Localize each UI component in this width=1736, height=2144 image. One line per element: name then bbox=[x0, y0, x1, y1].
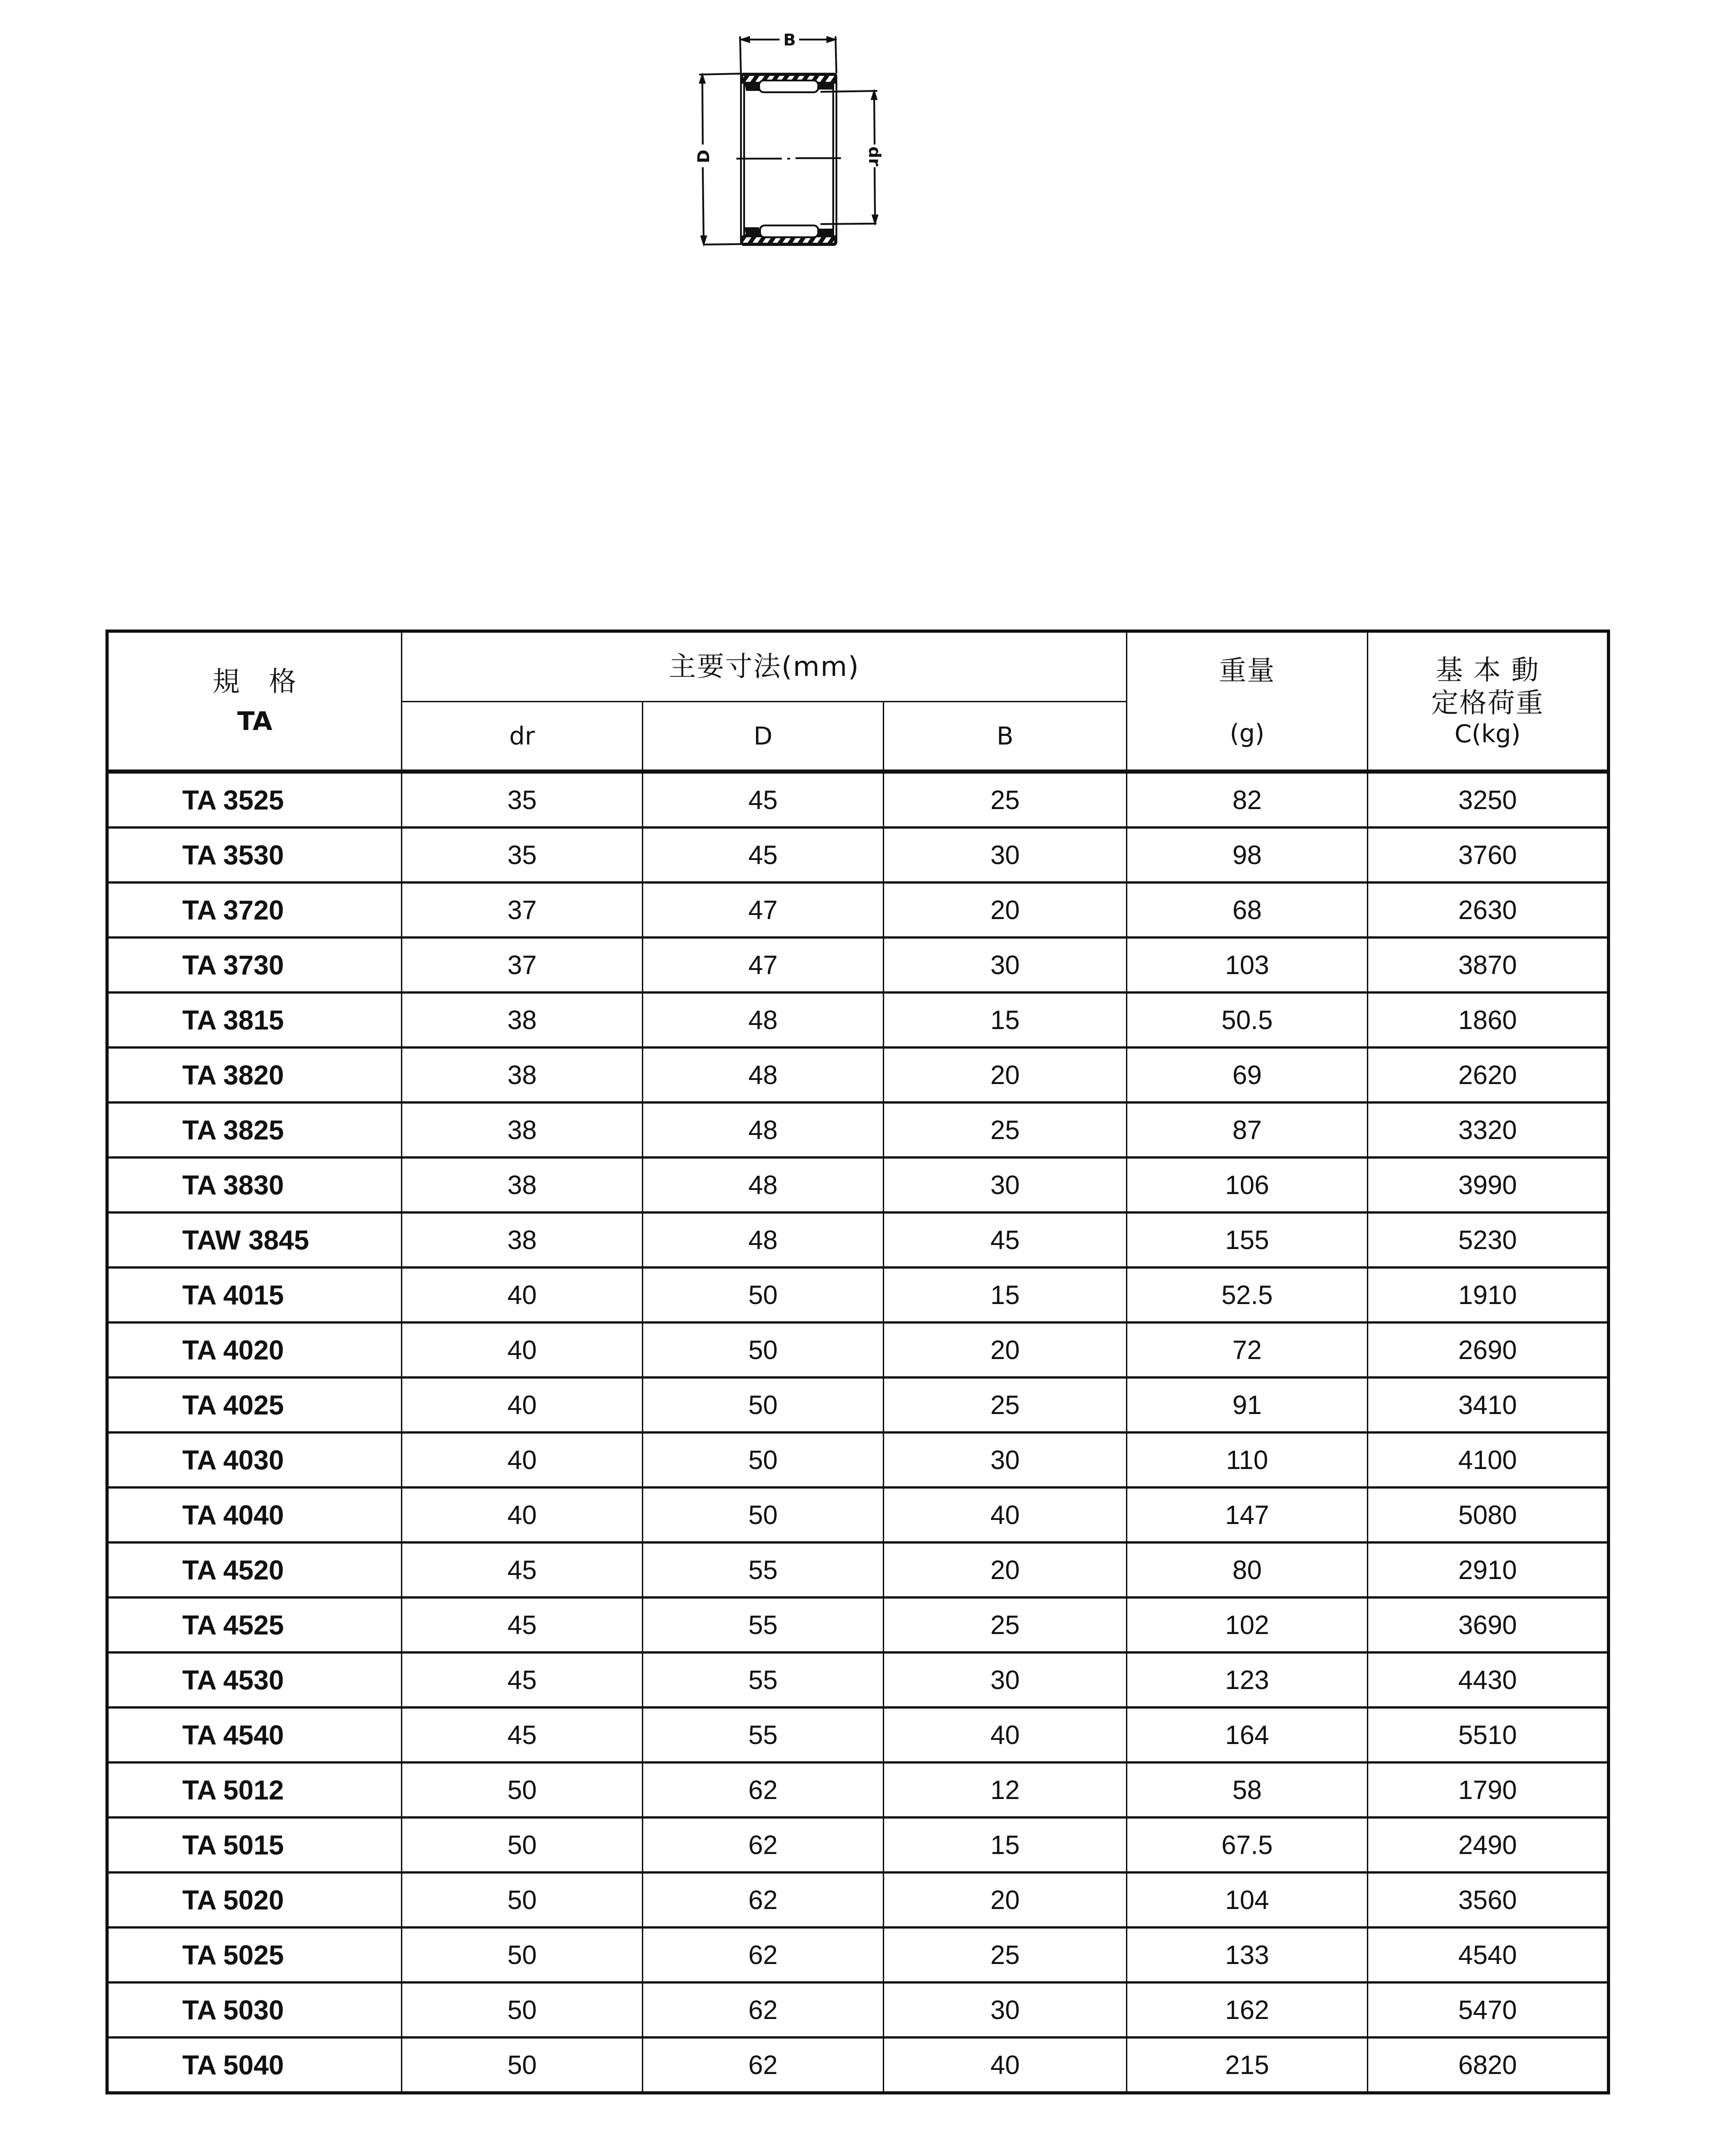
table-row bbox=[107, 1323, 1609, 1378]
cell-model: TA 4020 bbox=[107, 1323, 402, 1378]
cell-dr: 37 bbox=[402, 883, 643, 938]
cell-weight: 50.5 bbox=[1127, 993, 1368, 1048]
cell-load: 4100 bbox=[1368, 1433, 1609, 1488]
table-row bbox=[107, 1158, 1609, 1213]
cell-dr: 37 bbox=[402, 938, 643, 993]
cell-load: 5510 bbox=[1368, 1708, 1609, 1763]
header-dimensions-label: 主要寸法(mm) bbox=[669, 651, 860, 683]
header-model-label: 規 格 bbox=[212, 665, 297, 698]
header-weight bbox=[1127, 631, 1368, 772]
cell-weight: 123 bbox=[1127, 1653, 1368, 1708]
cage-bottom-left bbox=[745, 228, 758, 235]
cell-weight: 162 bbox=[1127, 1983, 1368, 2038]
cell-weight: 52.5 bbox=[1127, 1268, 1368, 1323]
cell-load: 3410 bbox=[1368, 1378, 1609, 1433]
cell-B: 30 bbox=[884, 1983, 1127, 2038]
cell-load: 3320 bbox=[1368, 1103, 1609, 1158]
cell-dr: 45 bbox=[402, 1653, 643, 1708]
cage-top-left bbox=[745, 83, 758, 90]
cell-dr: 45 bbox=[402, 1543, 643, 1598]
cell-model: TA 3820 bbox=[107, 1048, 402, 1103]
header-load-unit: C(kg) bbox=[1454, 720, 1521, 748]
cell-D: 62 bbox=[643, 2038, 884, 2093]
cell-D: 48 bbox=[643, 1158, 884, 1213]
cell-B: 20 bbox=[884, 1543, 1127, 1598]
cell-weight: 68 bbox=[1127, 883, 1368, 938]
header-weight-label: 重量 bbox=[1219, 655, 1276, 687]
cell-dr: 45 bbox=[402, 1598, 643, 1653]
cell-model: TAW 3845 bbox=[107, 1213, 402, 1268]
table-row bbox=[107, 993, 1609, 1048]
bearing-diagram bbox=[682, 23, 1046, 432]
cell-B: 30 bbox=[884, 828, 1127, 883]
cell-B: 40 bbox=[884, 2038, 1127, 2093]
header-load-label-1: 基 本 動 bbox=[1436, 655, 1540, 686]
cell-D: 55 bbox=[643, 1653, 884, 1708]
cell-model: TA 5030 bbox=[107, 1983, 402, 2038]
cell-model: TA 4525 bbox=[107, 1598, 402, 1653]
header-dimensions bbox=[402, 631, 1127, 702]
cell-load: 2910 bbox=[1368, 1543, 1609, 1598]
cell-dr: 40 bbox=[402, 1378, 643, 1433]
header-model-series: TA bbox=[237, 706, 273, 736]
cell-dr: 45 bbox=[402, 1708, 643, 1763]
cell-load: 3990 bbox=[1368, 1158, 1609, 1213]
cell-B: 25 bbox=[884, 1598, 1127, 1653]
b-extension-right bbox=[835, 36, 836, 74]
cell-dr: 35 bbox=[402, 772, 643, 828]
dr-extension-top bbox=[820, 91, 877, 92]
cell-weight: 67.5 bbox=[1127, 1818, 1368, 1873]
cell-model: TA 3525 bbox=[107, 772, 402, 828]
dr-arrow-bottom bbox=[873, 215, 877, 223]
cell-model: TA 4540 bbox=[107, 1708, 402, 1763]
cell-D: 45 bbox=[643, 828, 884, 883]
cell-B: 45 bbox=[884, 1213, 1127, 1268]
header-dr bbox=[402, 702, 643, 772]
table-row bbox=[107, 1928, 1609, 1983]
header-model bbox=[107, 631, 402, 772]
b-arrow-left bbox=[742, 37, 749, 42]
cell-D: 62 bbox=[643, 1818, 884, 1873]
cell-B: 12 bbox=[884, 1763, 1127, 1818]
cell-weight: 80 bbox=[1127, 1543, 1368, 1598]
table-body bbox=[107, 772, 1609, 2093]
cell-load: 5230 bbox=[1368, 1213, 1609, 1268]
cell-weight: 103 bbox=[1127, 938, 1368, 993]
cell-B: 40 bbox=[884, 1488, 1127, 1543]
cell-model: TA 5015 bbox=[107, 1818, 402, 1873]
d-dimension-line-top bbox=[702, 75, 703, 145]
cell-D: 62 bbox=[643, 1763, 884, 1818]
dr-arrow-top bbox=[872, 92, 876, 99]
table-row bbox=[107, 1213, 1609, 1268]
cell-model: TA 3830 bbox=[107, 1158, 402, 1213]
table-row bbox=[107, 883, 1609, 938]
cell-load: 1860 bbox=[1368, 993, 1609, 1048]
cell-dr: 40 bbox=[402, 1323, 643, 1378]
cell-D: 50 bbox=[643, 1378, 884, 1433]
cell-model: TA 4040 bbox=[107, 1488, 402, 1543]
table-row bbox=[107, 1653, 1609, 1708]
cell-model: TA 5020 bbox=[107, 1873, 402, 1928]
table-row bbox=[107, 1598, 1609, 1653]
cell-model: TA 3730 bbox=[107, 938, 402, 993]
cell-weight: 58 bbox=[1127, 1763, 1368, 1818]
cell-B: 15 bbox=[884, 993, 1127, 1048]
cell-model: TA 5040 bbox=[107, 2038, 402, 2093]
cell-B: 25 bbox=[884, 1103, 1127, 1158]
b-extension-left bbox=[740, 36, 741, 75]
cell-B: 20 bbox=[884, 1323, 1127, 1378]
d-extension-bottom bbox=[704, 244, 741, 245]
cell-weight: 98 bbox=[1127, 828, 1368, 883]
cell-weight: 110 bbox=[1127, 1433, 1368, 1488]
cell-weight: 82 bbox=[1127, 772, 1368, 828]
table-row bbox=[107, 1433, 1609, 1488]
cell-weight: 87 bbox=[1127, 1103, 1368, 1158]
cell-weight: 69 bbox=[1127, 1048, 1368, 1103]
cell-load: 3560 bbox=[1368, 1873, 1609, 1928]
cell-dr: 35 bbox=[402, 828, 643, 883]
header-weight-unit: (g) bbox=[1230, 719, 1265, 748]
cell-D: 55 bbox=[643, 1708, 884, 1763]
table-row bbox=[107, 1983, 1609, 2038]
cell-model: TA 3825 bbox=[107, 1103, 402, 1158]
cell-load: 2490 bbox=[1368, 1818, 1609, 1873]
cell-dr: 50 bbox=[402, 2038, 643, 2093]
table-row bbox=[107, 1818, 1609, 1873]
header-D bbox=[643, 702, 884, 772]
cage-bottom-right bbox=[819, 230, 832, 235]
cell-dr: 50 bbox=[402, 1818, 643, 1873]
cell-model: TA 3720 bbox=[107, 883, 402, 938]
header-load-label-2: 定格荷重 bbox=[1431, 687, 1544, 719]
cell-D: 47 bbox=[643, 938, 884, 993]
table-row bbox=[107, 1708, 1609, 1763]
cell-load: 3870 bbox=[1368, 938, 1609, 993]
cell-model: TA 4030 bbox=[107, 1433, 402, 1488]
cell-dr: 40 bbox=[402, 1268, 643, 1323]
cell-weight: 91 bbox=[1127, 1378, 1368, 1433]
cell-load: 3760 bbox=[1368, 828, 1609, 883]
cell-load: 1790 bbox=[1368, 1763, 1609, 1818]
cell-D: 55 bbox=[643, 1598, 884, 1653]
needle-roller-top bbox=[759, 80, 818, 92]
cell-load: 1910 bbox=[1368, 1268, 1609, 1323]
cell-dr: 38 bbox=[402, 1213, 643, 1268]
cell-D: 50 bbox=[643, 1268, 884, 1323]
cell-B: 20 bbox=[884, 883, 1127, 938]
cell-load: 5080 bbox=[1368, 1488, 1609, 1543]
cell-load: 4540 bbox=[1368, 1928, 1609, 1983]
cell-dr: 38 bbox=[402, 993, 643, 1048]
cell-D: 48 bbox=[643, 1213, 884, 1268]
cell-weight: 147 bbox=[1127, 1488, 1368, 1543]
cell-model: TA 5025 bbox=[107, 1928, 402, 1983]
header-B-label: B bbox=[996, 721, 1014, 750]
cell-load: 2630 bbox=[1368, 883, 1609, 938]
d-arrow-bottom bbox=[701, 236, 706, 244]
d-extension-top bbox=[699, 74, 741, 75]
cell-dr: 40 bbox=[402, 1488, 643, 1543]
cell-D: 62 bbox=[643, 1928, 884, 1983]
cell-D: 50 bbox=[643, 1433, 884, 1488]
cell-D: 45 bbox=[643, 772, 884, 828]
table-row bbox=[107, 828, 1609, 883]
cell-B: 20 bbox=[884, 1048, 1127, 1103]
cell-model: TA 3530 bbox=[107, 828, 402, 883]
cell-D: 48 bbox=[643, 1103, 884, 1158]
cell-D: 48 bbox=[643, 1048, 884, 1103]
cell-load: 2690 bbox=[1368, 1323, 1609, 1378]
cell-B: 15 bbox=[884, 1818, 1127, 1873]
needle-roller-bottom bbox=[760, 225, 818, 237]
cell-dr: 50 bbox=[402, 1873, 643, 1928]
d-label: D bbox=[695, 150, 713, 163]
cell-weight: 102 bbox=[1127, 1598, 1368, 1653]
table-row bbox=[107, 938, 1609, 993]
cell-model: TA 3815 bbox=[107, 993, 402, 1048]
cell-dr: 50 bbox=[402, 1983, 643, 2038]
table-row bbox=[107, 1873, 1609, 1928]
cell-load: 6820 bbox=[1368, 2038, 1609, 2093]
cell-B: 40 bbox=[884, 1708, 1127, 1763]
cell-weight: 104 bbox=[1127, 1873, 1368, 1928]
cell-B: 25 bbox=[884, 1378, 1127, 1433]
cell-weight: 106 bbox=[1127, 1158, 1368, 1213]
cell-load: 5470 bbox=[1368, 1983, 1609, 2038]
cell-D: 47 bbox=[643, 883, 884, 938]
cell-B: 20 bbox=[884, 1873, 1127, 1928]
cell-dr: 38 bbox=[402, 1158, 643, 1213]
table-row bbox=[107, 1543, 1609, 1598]
cell-model: TA 5012 bbox=[107, 1763, 402, 1818]
cell-weight: 155 bbox=[1127, 1213, 1368, 1268]
cell-B: 30 bbox=[884, 1653, 1127, 1708]
table-row bbox=[107, 772, 1609, 828]
cell-D: 62 bbox=[643, 1983, 884, 2038]
cell-model: TA 4015 bbox=[107, 1268, 402, 1323]
table-header bbox=[107, 631, 1609, 772]
cell-load: 3250 bbox=[1368, 772, 1609, 828]
cell-dr: 50 bbox=[402, 1763, 643, 1818]
cell-D: 55 bbox=[643, 1543, 884, 1598]
table-row bbox=[107, 1763, 1609, 1818]
cell-dr: 38 bbox=[402, 1103, 643, 1158]
header-dr-label: dr bbox=[509, 721, 535, 750]
cell-D: 50 bbox=[643, 1323, 884, 1378]
header-load bbox=[1368, 631, 1609, 772]
cell-weight: 133 bbox=[1127, 1928, 1368, 1983]
table-row bbox=[107, 2038, 1609, 2093]
cell-model: TA 4520 bbox=[107, 1543, 402, 1598]
cell-D: 50 bbox=[643, 1488, 884, 1543]
cell-B: 25 bbox=[884, 772, 1127, 828]
b-label: B bbox=[783, 31, 796, 50]
cell-B: 30 bbox=[884, 1433, 1127, 1488]
cell-dr: 40 bbox=[402, 1433, 643, 1488]
cell-model: TA 4025 bbox=[107, 1378, 402, 1433]
cell-B: 30 bbox=[884, 1158, 1127, 1213]
cell-D: 62 bbox=[643, 1873, 884, 1928]
cage-top-right bbox=[819, 83, 832, 89]
cell-dr: 38 bbox=[402, 1048, 643, 1103]
bearing-spec-table bbox=[105, 630, 1610, 2094]
dr-label: dr bbox=[865, 146, 884, 166]
b-arrow-right bbox=[827, 37, 835, 42]
cell-D: 48 bbox=[643, 993, 884, 1048]
cell-weight: 164 bbox=[1127, 1708, 1368, 1763]
cell-B: 30 bbox=[884, 938, 1127, 993]
cell-load: 2620 bbox=[1368, 1048, 1609, 1103]
table-row bbox=[107, 1048, 1609, 1103]
table-row bbox=[107, 1488, 1609, 1543]
table-row bbox=[107, 1268, 1609, 1323]
cell-weight: 215 bbox=[1127, 2038, 1368, 2093]
d-arrow-top bbox=[700, 75, 705, 83]
cell-model: TA 4530 bbox=[107, 1653, 402, 1708]
table-row bbox=[107, 1378, 1609, 1433]
cell-load: 3690 bbox=[1368, 1598, 1609, 1653]
header-B bbox=[884, 702, 1127, 772]
cell-load: 4430 bbox=[1368, 1653, 1609, 1708]
d-dimension-line-bottom bbox=[703, 167, 704, 244]
cell-B: 15 bbox=[884, 1268, 1127, 1323]
header-D-label: D bbox=[753, 721, 773, 750]
cell-B: 25 bbox=[884, 1928, 1127, 1983]
cell-dr: 50 bbox=[402, 1928, 643, 1983]
table-row bbox=[107, 1103, 1609, 1158]
cell-weight: 72 bbox=[1127, 1323, 1368, 1378]
